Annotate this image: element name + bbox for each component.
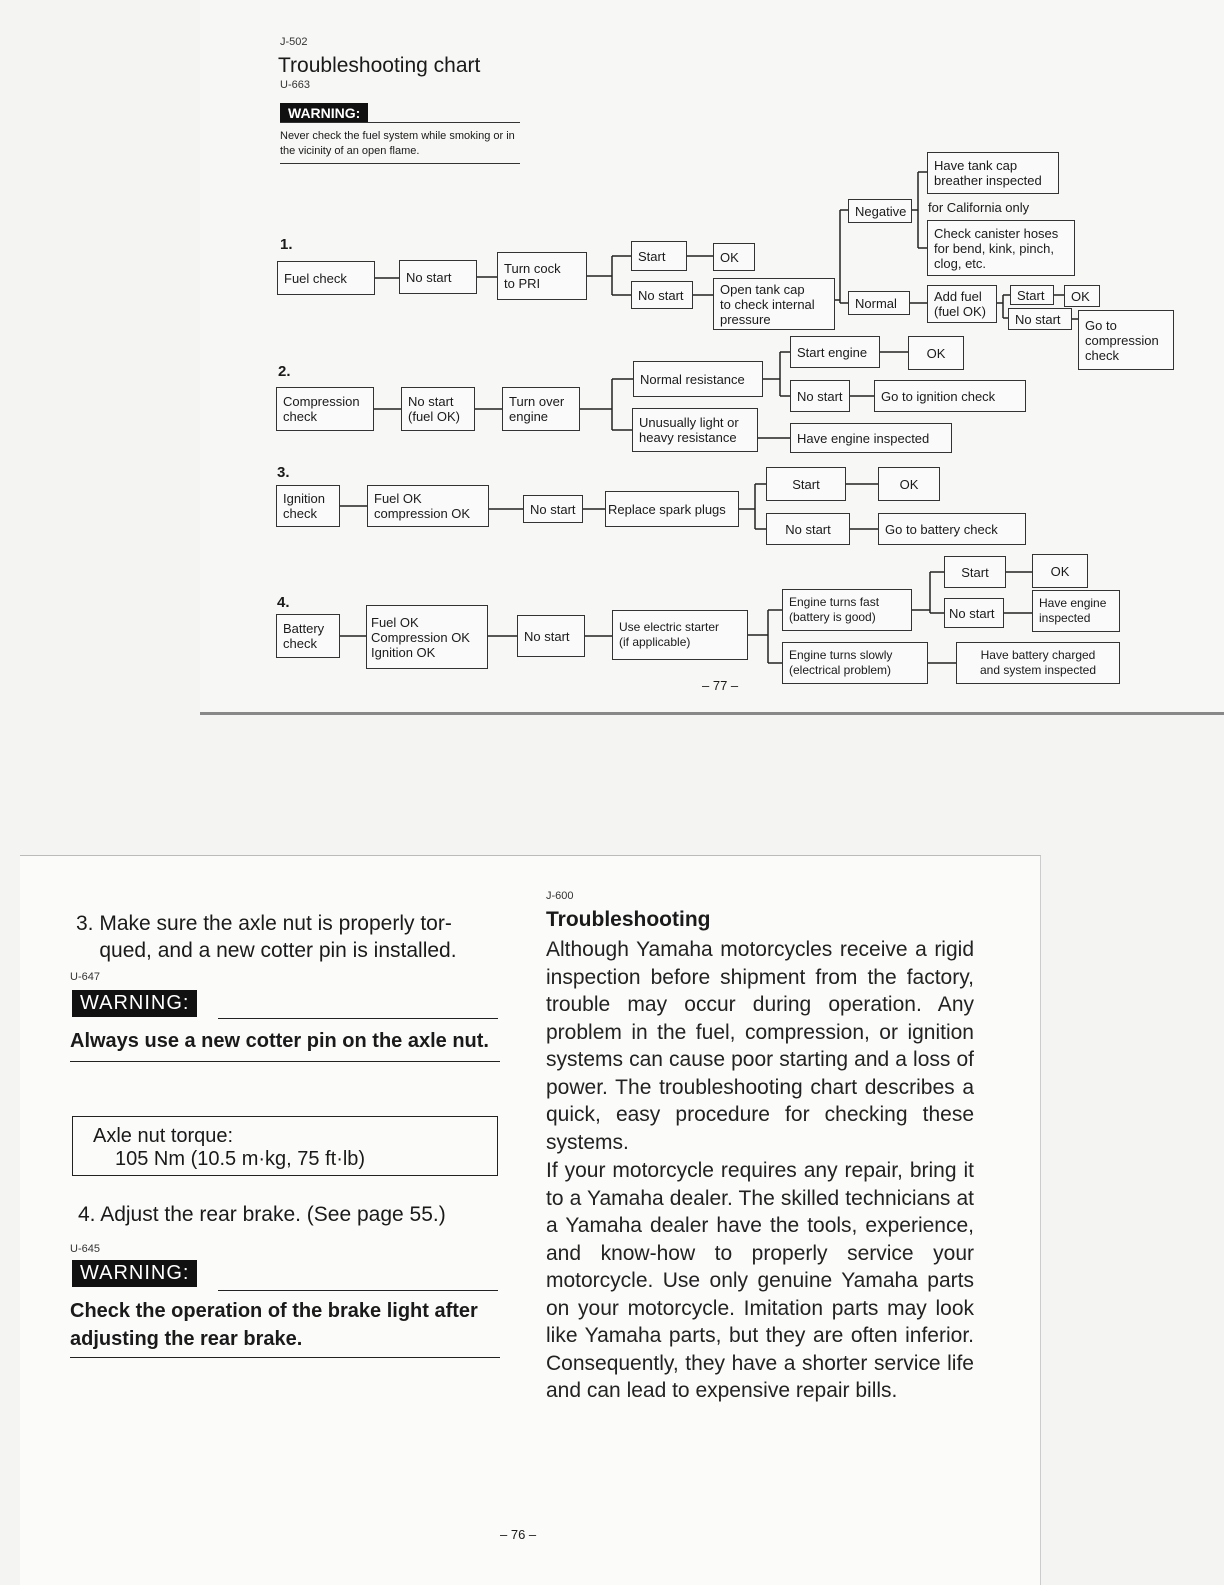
section-code: U-645	[70, 1243, 100, 1255]
no-start-box: No start	[399, 260, 477, 294]
go-to-battery-box: Go to battery check	[878, 513, 1026, 545]
no-start-box: No start	[944, 598, 1004, 628]
add-fuel-box: Add fuel (fuel OK)	[927, 285, 997, 323]
no-start-box: No start	[631, 281, 693, 309]
go-to-compression-box: Go to compression check	[1078, 310, 1174, 370]
divider	[218, 1290, 498, 1291]
section-code: U-647	[70, 971, 100, 983]
ok-box: OK	[1032, 554, 1088, 588]
no-start-box: No start	[1008, 308, 1072, 330]
ok-box: OK	[878, 467, 940, 501]
go-to-ignition-box: Go to ignition check	[874, 380, 1026, 412]
start-box: Start	[766, 467, 846, 501]
no-start-box: No start	[766, 513, 850, 545]
step-number: 1.	[280, 236, 293, 253]
have-battery-charged-box: Have battery charged and system inspected	[956, 642, 1120, 684]
step-4-text: 4. Adjust the rear brake. (See page 55.)	[78, 1203, 446, 1226]
fuel-compression-ignition-ok-box: Fuel OK Compression OK Ignition OK	[366, 605, 488, 669]
no-start-box: No start	[517, 615, 585, 657]
engine-turns-fast-box: Engine turns fast (battery is good)	[782, 589, 912, 631]
have-tank-cap-inspected-box: Have tank cap breather inspected	[927, 152, 1059, 194]
turn-cock-box: Turn cock to PRI	[497, 252, 587, 300]
step-3-text: 3. Make sure the axle nut is properly tor- qued, and a new cotter pin is installed.	[76, 912, 457, 962]
section-code: J-502	[280, 36, 308, 48]
warning-badge: WARNING:	[280, 103, 368, 123]
negative-box: Negative	[848, 199, 912, 223]
warning-badge: WARNING:	[72, 1260, 197, 1287]
section-code: U-663	[280, 79, 310, 91]
unusual-resistance-box: Unusually light or heavy resistance	[632, 408, 758, 452]
engine-turns-slowly-box: Engine turns slowly (electrical problem)	[782, 642, 928, 684]
fuel-check-box: Fuel check	[277, 261, 375, 295]
chart-title: Troubleshooting chart	[278, 54, 481, 77]
step-number: 2.	[278, 363, 291, 380]
have-engine-inspected-box: Have engine inspected	[1032, 590, 1120, 632]
step-number: 3.	[277, 464, 290, 481]
california-note: for California only	[928, 200, 1030, 215]
open-tank-cap-box: Open tank cap to check internal pressure	[713, 278, 835, 330]
no-start-box: No start	[523, 495, 583, 523]
ok-box: OK	[713, 243, 755, 271]
torque-spec-box	[72, 1116, 498, 1176]
paragraph-repair: If your motorcycle requires any repair, bring it to a Yamaha dealer. The skilled technicians at a Yamaha dealer have the tools, experience, and know-how to properly service your motorcycle. Use only genuine Yamaha parts on your motorcycle. Imitation parts may look like Yamaha parts, but they are often inferior. Consequently, they have a shorter service life and can lead to expensive repair bills.	[546, 1159, 974, 1402]
warning-text: Check the operation of the brake light after adjusting the rear brake.	[70, 1297, 500, 1358]
start-box: Start	[631, 241, 687, 271]
page-number: – 76 –	[500, 1527, 537, 1542]
section-heading: Troubleshooting	[546, 908, 711, 931]
compression-check-box: Compression check	[276, 387, 374, 431]
paragraph-intro: Although Yamaha motorcycles receive a rigid inspection before shipment from the factory, trouble may occur during operation. Any problem in the fuel, compression, or ignition systems can cause poor starting and a loss of power. The troubleshooting chart describes a quick, easy procedure for checking these systems.	[546, 938, 974, 1154]
step-number: 4.	[277, 594, 290, 611]
no-start-box: No start (fuel OK)	[401, 387, 475, 431]
warning-text: Always use a new cotter pin on the axle nut.	[70, 1027, 500, 1062]
no-start-box: No start	[790, 380, 850, 412]
ok-box: OK	[1064, 285, 1100, 307]
use-electric-starter-box: Use electric starter (if applicable)	[612, 610, 748, 660]
warning-badge: WARNING:	[72, 990, 197, 1017]
normal-box: Normal	[848, 291, 910, 315]
battery-check-box: Battery check	[276, 614, 340, 658]
ok-box: OK	[908, 336, 964, 370]
warning-text: Never check the fuel system while smoking or in the vicinity of an open flame.	[280, 122, 520, 164]
section-code: J-600	[546, 890, 574, 902]
start-engine-box: Start engine	[790, 336, 880, 368]
start-box: Start	[944, 556, 1006, 588]
divider	[218, 1018, 498, 1019]
have-engine-inspected-box: Have engine inspected	[790, 423, 952, 453]
ignition-check-box: Ignition check	[276, 485, 340, 527]
normal-resistance-box: Normal resistance	[633, 361, 763, 397]
start-box: Start	[1010, 285, 1054, 305]
turn-over-engine-box: Turn over engine	[502, 387, 580, 431]
torque-value: 105 Nm (10.5 m·kg, 75 ft·lb)	[115, 1148, 366, 1170]
fuel-compression-ok-box: Fuel OK compression OK	[367, 485, 489, 527]
page-number: – 77 –	[702, 678, 739, 693]
check-canister-box: Check canister hoses for bend, kink, pinch, clog, etc.	[927, 220, 1075, 276]
replace-spark-plugs-box: Replace spark plugs	[605, 491, 739, 527]
torque-label: Axle nut torque:	[93, 1125, 234, 1147]
